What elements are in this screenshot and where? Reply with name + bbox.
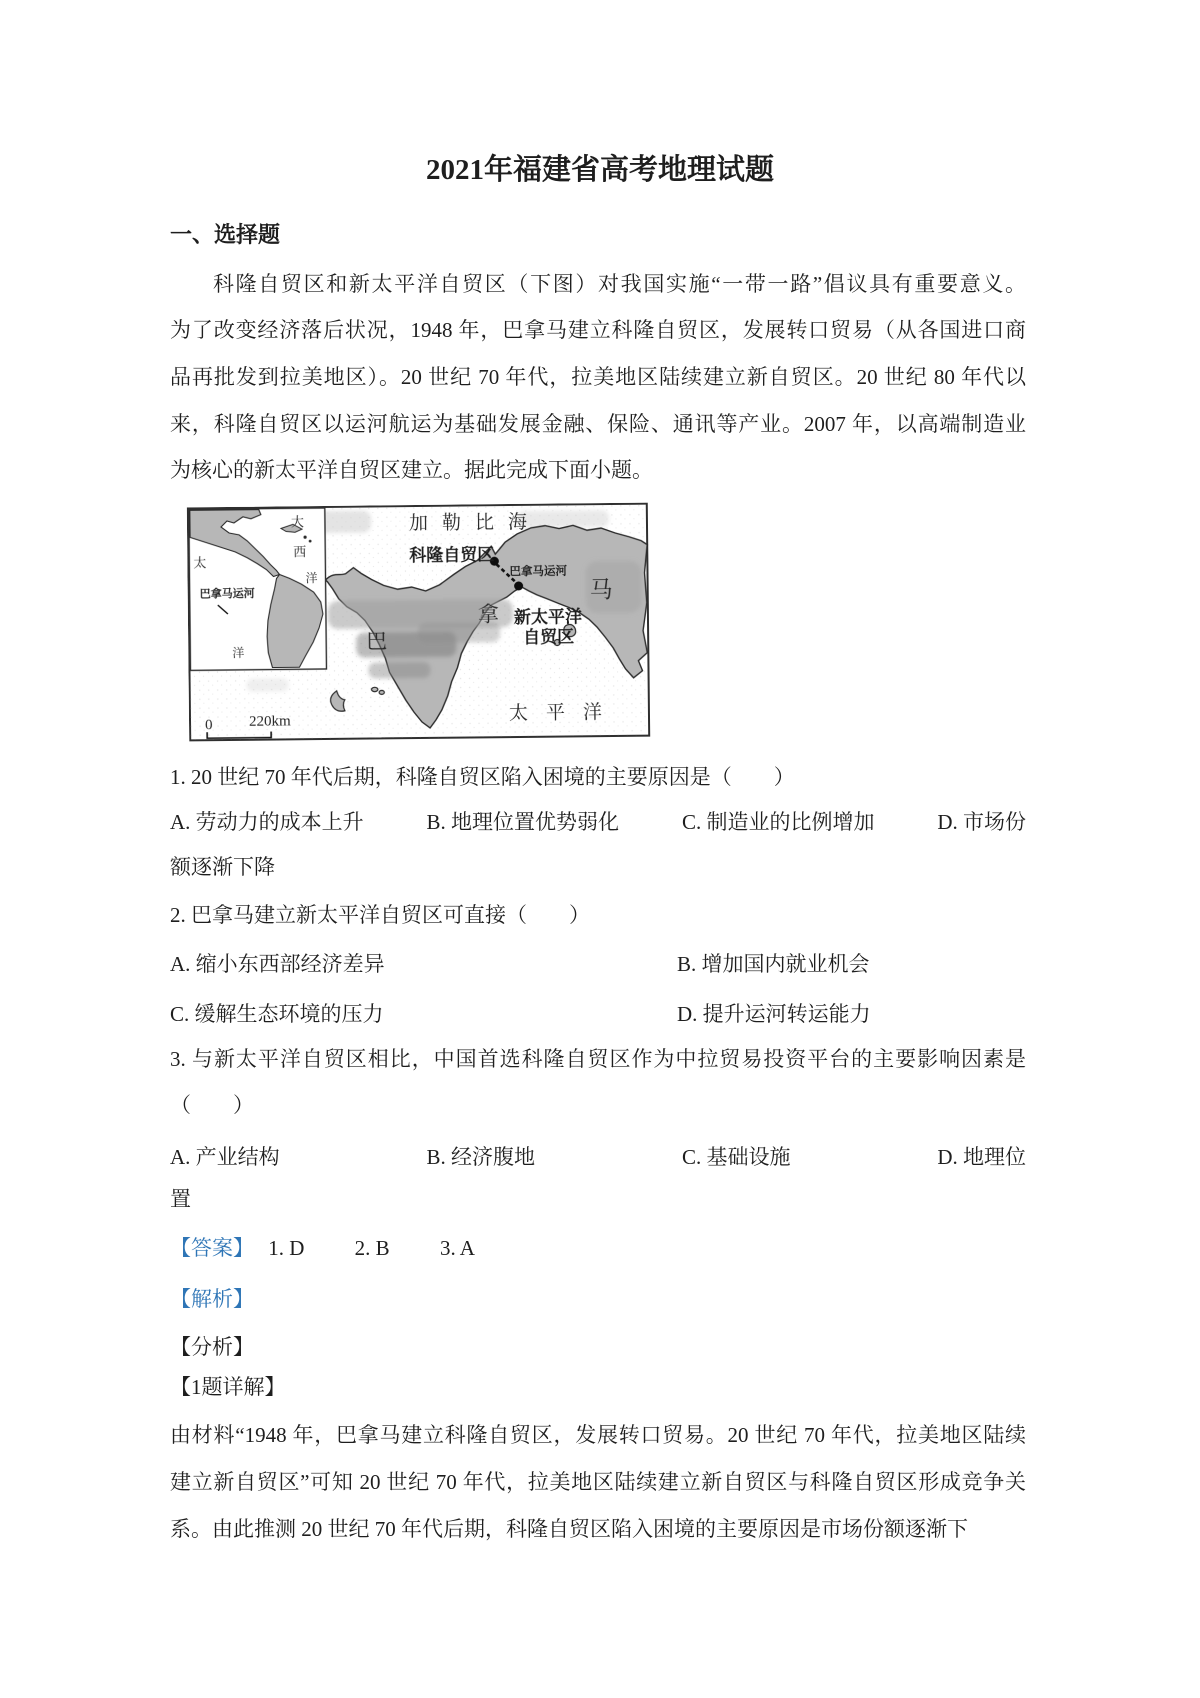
country-char-na: 拿 <box>477 602 500 627</box>
inset-atlantic-char-2: 西 <box>293 544 307 560</box>
pacific-ocean-label: 太平洋 <box>508 701 621 725</box>
q3-option-b: B. 经济腹地 <box>426 1145 536 1169</box>
q2-option-d: D. 提升运河转运能力 <box>677 1002 871 1026</box>
q3-option-d-part: D. 地理位 <box>937 1145 1026 1169</box>
stimulus-line-5: 为核心的新太平洋自贸区建立。据此完成下面小题。 <box>170 458 653 482</box>
explanation-line-1: 由材料“1948 年，巴拿马建立科隆自贸区，发展转口贸易。20 世纪 70 年代，拉美地区陆续 <box>170 1423 1026 1447</box>
q1-option-a: A. 劳动力的成本上升 <box>170 810 364 834</box>
answer-2: 2. B <box>354 1236 390 1260</box>
panama-canal-label: 巴拿马运河 <box>509 565 568 579</box>
q1-detail-heading: 【1题详解】 <box>170 1375 286 1399</box>
colon-ftz-label: 科隆自贸区 <box>409 545 495 566</box>
answer-3: 3. A <box>439 1236 475 1260</box>
caribbean-sea-label: 加勒比海 <box>408 511 542 535</box>
q1-option-b: B. 地理位置优势弱化 <box>426 810 620 834</box>
q1-option-c: C. 制造业的比例增加 <box>681 810 875 834</box>
answer-label: 【答案】 <box>170 1236 254 1260</box>
stimulus-line-2: 为了改变经济落后状况，1948 年，巴拿马建立科隆自贸区，发展转口贸易（从各国进口商 <box>170 318 1026 342</box>
question-1-stem: 1. 20 世纪 70 年代后期，科隆自贸区陷入困境的主要原因是（ ） <box>170 765 795 789</box>
explanation-line-2: 建立新自贸区”可知 20 世纪 70 年代，拉美地区陆续建立新自贸区与科隆自贸区形成竞争关 <box>170 1470 1026 1494</box>
question-2-options-row-2 <box>170 998 1026 1028</box>
scale-distance-label: 220km <box>248 713 291 730</box>
country-char-ma: 马 <box>589 576 613 603</box>
q2-option-a: A. 缩小东西部经济差异 <box>170 952 385 976</box>
inset-atlantic-char-1: 大 <box>290 514 305 530</box>
q3-option-c: C. 基础设施 <box>681 1145 791 1169</box>
new-pacific-ftz-label-line2: 自贸区 <box>523 627 575 647</box>
question-2-options-row-1 <box>170 948 1026 978</box>
answer-1: 1. D <box>268 1236 305 1260</box>
q2-option-c: C. 缓解生态环境的压力 <box>170 1002 384 1026</box>
q1-option-d-wrap: 额逐渐下降 <box>170 855 275 879</box>
page-title: 2021年福建省高考地理试题 <box>425 154 774 186</box>
stimulus-line-4: 来，科隆自贸区以运河航运为基础发展金融、保险、通讯等产业。2007 年，以高端制造业 <box>170 412 1026 436</box>
inset-canal-label: 巴拿马运河 <box>199 587 255 601</box>
stimulus-line-1: 科隆自贸区和新太平洋自贸区（下图）对我国实施“一带一路”倡议具有重要意义。 <box>213 272 1026 296</box>
question-1-options-row <box>170 806 1026 836</box>
answer-line <box>170 1234 1026 1262</box>
scale-zero-label: 0 <box>204 717 213 734</box>
inset-pacific-char-2: 洋 <box>232 645 245 660</box>
panama-map-figure <box>188 505 650 740</box>
q2-option-b: B. 增加国内就业机会 <box>677 952 870 976</box>
explanation-line-3: 系。由此推测 20 世纪 70 年代后期，科隆自贸区陷入困境的主要原因是市场份额逐渐下 <box>170 1517 968 1541</box>
jiexi-heading: 【解析】 <box>170 1287 254 1311</box>
inset-atlantic-char-3: 洋 <box>305 571 318 586</box>
question-2-stem: 2. 巴拿马建立新太平洋自贸区可直接（ ） <box>170 903 590 927</box>
inset-pacific-char-1: 太 <box>193 555 207 571</box>
q3-option-d-wrap: 置 <box>170 1187 191 1211</box>
inset-locator-map <box>189 508 327 670</box>
question-3-options-row <box>170 1141 1026 1171</box>
panama-map-svg <box>187 503 651 743</box>
section-heading: 一、选择题 <box>170 222 281 247</box>
country-char-ba: 巴 <box>366 629 388 654</box>
q1-option-d-part: D. 市场份 <box>937 810 1026 834</box>
stimulus-line-3: 品再批发到拉美地区）。20 世纪 70 年代，拉美地区陆续建立新自贸区。20 世纪 80 年代以 <box>170 365 1026 389</box>
fenxi-heading: 【分析】 <box>170 1335 254 1359</box>
question-3-stem-wrap: （ ） <box>170 1093 254 1117</box>
question-3-stem: 3. 与新太平洋自贸区相比，中国首选科隆自贸区作为中拉贸易投资平台的主要影响因素是 <box>170 1047 1026 1071</box>
new-pacific-ftz-label-line1: 新太平洋 <box>513 607 583 628</box>
q3-option-a: A. 产业结构 <box>170 1145 280 1169</box>
